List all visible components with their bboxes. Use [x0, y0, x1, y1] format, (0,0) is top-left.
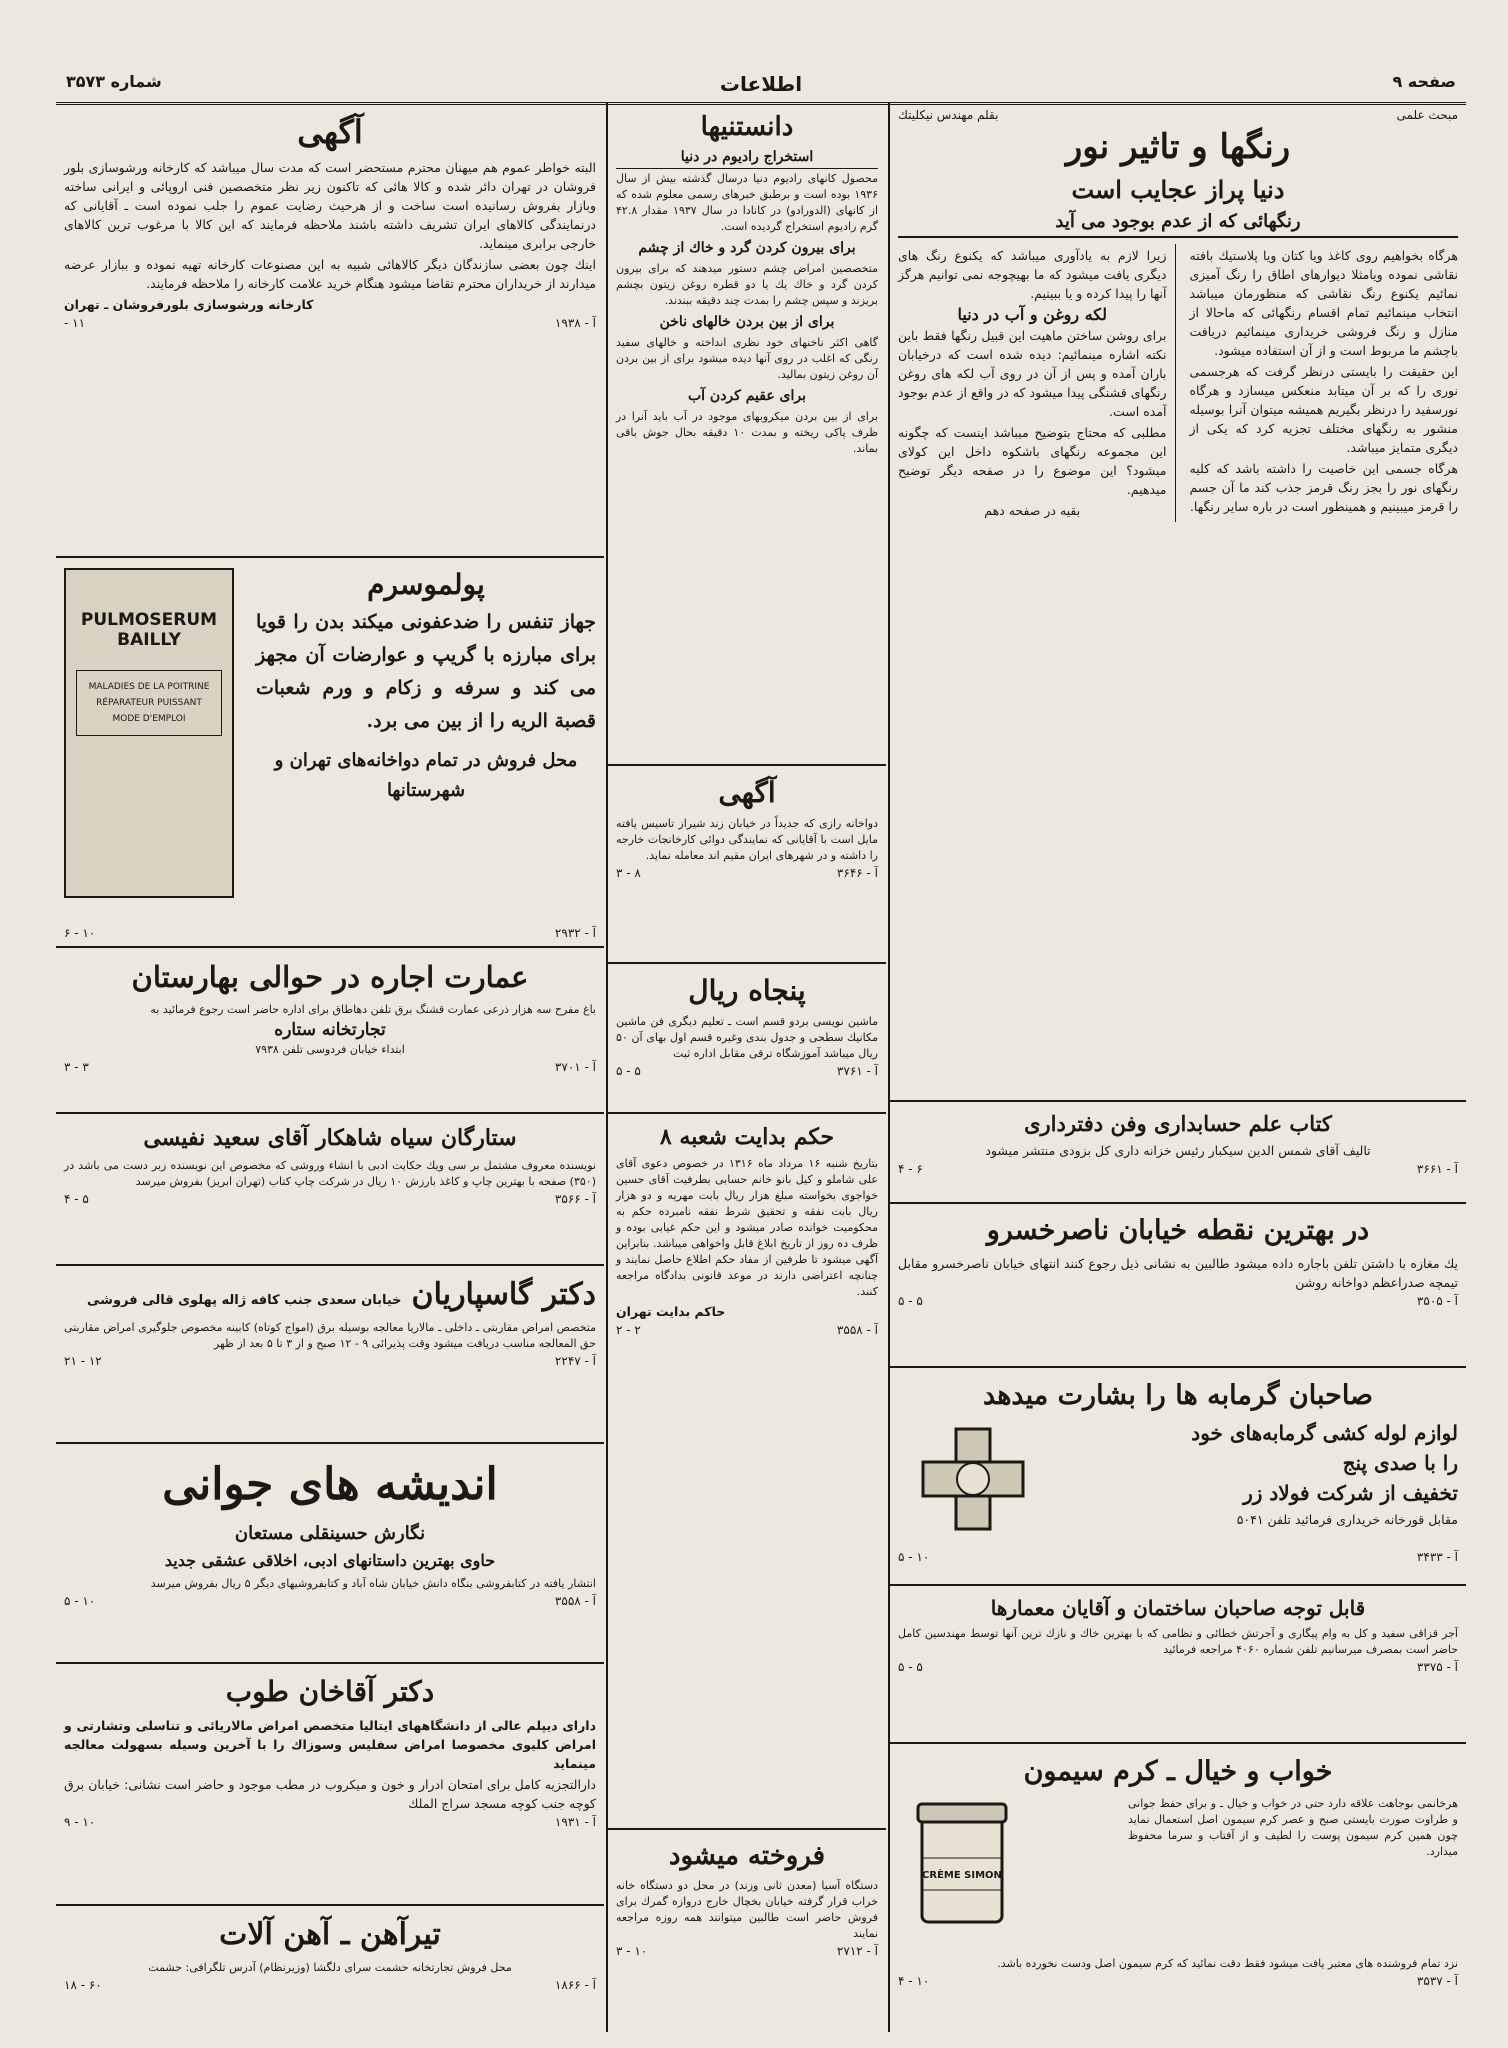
- ad-title: پنجاه ریال: [688, 974, 806, 1007]
- package-line: RÉPARATEUR PUISSANT: [96, 698, 202, 708]
- section-label: مبحث علمی: [1396, 108, 1458, 122]
- ad-title: خواب و خیال ـ کرم سیمون: [1023, 1756, 1333, 1787]
- ad-ref: ۱۰ - ۵: [898, 1550, 930, 1564]
- ad-text: دواخانه رازی که جدیداً در خیابان زند شیراز تاسیس یافته مایل است با آقایانی که نمایندگی دوائی کارخانجات خارجه را داشته و در شهرهای ایران مقیم اند معامله نماید.: [616, 817, 878, 862]
- right-column: [890, 102, 1466, 2032]
- youth-thoughts-book-ad: [56, 1444, 604, 1664]
- ad-title: قابل توجه صاحبان ساختمان و آقایان معمارها: [990, 1596, 1366, 1620]
- notice-text: البته خواطر عموم هم میهنان محترم مستحضر است که مدت سال میباشد که کارخانه ورشوسازی بلور فروشان در تهران دائر شده و کالا هائی که تاکنون زیر نظر متخصصین فنی اروپائی و ایرانی ساخته وبازار بفروش رسانیده است ساخت و از هرحیث رضایت عموم را جلب نموده است ـ آقایانی که درنمایندگی کالاهای ایران تشریف داشته باشند ملاحظه فرمایند که این کالا با مرغوب ترین کالاهای خارجی برابری مینماید.: [64, 160, 596, 251]
- naser-khosrow-ad: [890, 1204, 1466, 1368]
- ad-text: مقابل قورخانه خریداری فرمائید تلفن ۵۰۴۱: [1236, 1512, 1458, 1527]
- science-article: [890, 102, 1466, 1102]
- notice-signature: کارخانه ورشوسازی بلورفروشان ـ تهران: [64, 297, 314, 312]
- item-text: محصول کانهای رادیوم دنیا درسال گذشته بیش از سال ۱۹۳۶ بوده است و برطبق خبرهای رسمی معلوم شده که از کانهای (الدورادو) در کانادا در سال ۱۹۳۷ مقدار ۴۲.۸ گرم رادیوم استخراج گردیده است.: [616, 172, 878, 233]
- ad-ref: ۱۱ -: [64, 316, 86, 330]
- section-title: دانستنیها: [700, 112, 794, 142]
- item-text: برای از بین بردن میکروبهای موجود در آب باید آنرا در ظرف پاکی ریخته و بمدت ۱۰ دقیقه بحال جوش باقی بماند.: [616, 410, 878, 455]
- article-subtitle: دنیا پراز عجایب است: [1071, 175, 1285, 204]
- cream-jar-icon: [912, 1798, 1012, 1928]
- page-header: [56, 64, 1466, 105]
- ad-ref: آ - ۳۵۵۸: [836, 1323, 878, 1337]
- item-heading: برای بیرون کردن گرد و خاك از چشم: [638, 240, 856, 256]
- ad-title: صاحبان گرمابه ها را بشارت میدهد: [983, 1380, 1373, 1411]
- ad-text: باغ مفرح سه هزار ذرعی عمارت قشنگ برق تلفن دهاطاق برای اداره حاضر است رجوع فرمائید به: [150, 1003, 596, 1016]
- notice-text: بتاریخ شنبه ۱۶ مرداد ماه ۱۳۱۶ در خصوص دعوی آقای علی شاملو و کیل بانو خانم حسابی بطرفیت آقای حسین خواجوی بخواسته مبلغ هزار ریال بابت مهریه و دو هزار ریال بابت نفقه و تحقیق شرط نفقه نامبرده حکم به محکومیت خوانده صادر میشود و این حکم غیابی بوده و ظرف ده روز از تاریخ ابلاغ قابل واخواهی میباشد. بنابراین آگهی میشود تا طرفین از مفاد حکم اطلاع حاصل نمایند و چنانچه اعتراضی دارند در موعد قانونی بدادگاه مراجعه کنند.: [616, 1157, 879, 1298]
- ad-ref: ۵ - ۴: [64, 1192, 89, 1206]
- notice-text: اینك چون بعضی سازندگان دیگر کالاهائی شبیه به این مصنوعات کارخانه تهیه نموده و ببازار عرضه میدارند از خریداران محترم تقاضا میشود هنگام خرید علامت کارخانه را ملاحظه فرمایند.: [64, 257, 596, 291]
- ad-text: هرخانمی بوجاهت علاقه دارد حتی در خواب و خیال ـ و برای حفظ جوانی و طراوت صورت بایستی صبح و عصر کرم سیمون اصل استعمال نماید چون همین کرم سیمون پوست را لطیف و از آفتاب و سرما محفوظ میدارد.: [1128, 1797, 1458, 1858]
- package-brand: PULMOSERUM: [80, 610, 218, 630]
- ad-text: حاوی بهترین داستانهای ادبی، اخلاقی عشقی جدید: [164, 1551, 496, 1570]
- issue-number: شماره ۳۵۷۳: [66, 72, 162, 91]
- ad-ref: ۸ - ۳: [616, 866, 641, 880]
- notice-signature: حاکم بدایت تهران: [616, 1304, 726, 1319]
- page-number: صفحه ۹: [1392, 72, 1456, 91]
- ad-title: دکتر آقاخان طوب: [225, 1675, 435, 1708]
- cream-jar-brand: CRÈME SIMON: [922, 1870, 1002, 1881]
- ad-text: لوازم لوله کشی گرمابه‌های خود را با صدی پنج: [1191, 1421, 1458, 1475]
- item-text: متخصصین امراض چشم دستور میدهند که برای بیرون کردن گرد و خاك یك یا دو قطره روغن زیتون بچشم بریزند و سپس چشم را بمدت چند دقیقه ببندند.: [616, 262, 878, 307]
- knowledge-section: [608, 102, 886, 766]
- item-heading: برای عقیم کردن آب: [687, 388, 807, 404]
- ad-subtitle: تجارتخانه ستاره: [274, 1020, 386, 1040]
- black-stars-book-ad: [56, 1114, 604, 1266]
- article-paragraph: این حقیقت را بایستی درنظر گرفت که هرجسمی نوری را که بر آن میتابد منعکس میسازد و هرگاه نورسفید را درنظر بگیریم همیشه میتوان آنرا بوسیله منشور به رنگهای مختلف تجزیه کرد که یکی از دیگری متمایز میباشد.: [1189, 364, 1458, 455]
- ad-text: محل فروش در تمام دواخانه‌های تهران و شهرستانها: [274, 750, 578, 801]
- article-subheading: لکه روغن و آب در دنیا: [957, 305, 1107, 324]
- ad-text: دارالتجزیه کامل برای امتحان ادرار و خون و میکروب در مطب موجود و حاضر است نشانی: خیابان برق کوچه جنب کوچه مسجد سراج الملك: [64, 1777, 596, 1811]
- ad-ref: ۱۰ - ۳: [616, 1944, 648, 1958]
- ad-ref: ۲ - ۲: [616, 1323, 641, 1337]
- item-heading: برای از بین بردن خالهای ناخن: [659, 314, 835, 330]
- for-sale-ad: [608, 1830, 886, 2030]
- ad-ref: آ - ۳۶۶۱: [1416, 1162, 1458, 1176]
- ad-ref: ۶۰ - ۱۸: [64, 1978, 102, 1992]
- article-title: رنگها و تاثیر نور: [1065, 127, 1291, 167]
- baharestan-rental-ad: [56, 948, 604, 1114]
- simon-cream-ad: [890, 1744, 1466, 2030]
- ad-ref: ۱۲ - ۲۱: [64, 1354, 102, 1368]
- ad-author: نگارش حسینقلی مستعان: [234, 1523, 426, 1544]
- accounting-book-ad: [890, 1102, 1466, 1204]
- notice-title: حکم بدایت شعبه ۸: [659, 1124, 835, 1150]
- ad-title: آگهی: [718, 776, 776, 809]
- ad-ref: ۱۰ - ۶: [64, 926, 96, 940]
- ad-text: آجر قزاقی سفید و کل به وام پیگاری و آجرتش خطائی و نظامی که با بهترین خاك و نازك ترین آنها توسط مهندسین کامل حاضر است بمصرف میرسانیم تلفن شماره ۴۰۶۰ مراجعه فرمائید: [898, 1627, 1458, 1656]
- article-paragraph: هرگاه بخواهیم روی کاغذ ویا کتان ویا پلاستیك بافته نقاشی نموده ویامثلا دیوارهای اطاق را رنگ آمیزی نمائیم یکنوع رنگ نقاشی که منظورمان میباشد انتخاب مینمائیم تمام اقسام رنگهائی که ماحالا از منازل و رنگ فروشی خریداری مینمائیم دریافت باچشم ما مربوط است و از آن استفاده میشود.: [1189, 248, 1458, 358]
- dr-aghakhan-ad: [56, 1664, 604, 1906]
- pipe-fitting-icon: [918, 1424, 1028, 1534]
- middle-column: [608, 102, 886, 2032]
- ad-ref: ۶ - ۴: [898, 1162, 923, 1176]
- ad-ref: آ - ۳۷۰۱: [554, 1060, 596, 1074]
- ad-text: انتشار یافته در کتابفروشی بنگاه دانش خیابان شاه آباد و کتابفروشیهای دیگر ۵ ریال بفروش میرسد: [150, 1577, 596, 1590]
- ad-ref: آ - ۳۵۵۸: [554, 1594, 596, 1608]
- ad-ref: آ - ۳۳۷۵: [1416, 1660, 1458, 1674]
- ad-title: تیرآهن ـ آهن آلات: [219, 1917, 441, 1952]
- court-ruling-notice: [608, 1114, 886, 1830]
- ad-ref: ۱۰ - ۴: [898, 1974, 930, 1988]
- article-paragraph: برای روشن ساختن ماهیت این قبیل رنگها فقط باین نکته اشاره مینمائیم: دیده شده است که درخیابان باران آمده و پس از آن در روی آب لکه های روغن رنگهای قشنگی پیدا میشود که در واقع از عدم بوجود آمده است.: [898, 328, 1167, 419]
- ad-text: تالیف آقای شمس الدین سیکبار رئیس خزانه داری کل بزودی منتشر میشود: [985, 1143, 1371, 1158]
- ad-title: کتاب علم حسابداری وفن دفترداری: [1024, 1111, 1332, 1136]
- ad-text: ماشین نویسی بردو قسم است ـ تعلیم دیگری فن ماشین مکانیك سطحی و جدول بندی وغیره قسم اول بهای آن ۵۰ ریال میباشد آموزشگاه ترقی مقابل اداره ثبت: [616, 1015, 878, 1060]
- ad-ref: آ - ۱۸۶۶: [554, 1978, 596, 1992]
- ad-ref: آ - ۳۷۶۱: [836, 1064, 878, 1078]
- ad-ref: ۵ - ۵: [898, 1660, 923, 1674]
- ad-ref: آ - ۳۵۳۷: [1416, 1974, 1458, 1988]
- ad-title: پولموسرم: [367, 568, 485, 601]
- ad-title: عمارت اجاره در حوالی بهارستان: [131, 960, 529, 994]
- ad-title: ستارگان سیاه شاهکار آقای سعید نفیسی: [143, 1125, 517, 1151]
- article-subtitle-2: رنگهائی که از عدم بوجود می آید: [898, 208, 1458, 238]
- article-paragraph: هرگاه جسمی این خاصیت را داشته باشد که کلیه رنگهای نور را بجز رنگ قرمز جذب کند ما آن جسم را قرمز میبینیم و همینطور است در باره سایر رنگها.: [1189, 461, 1458, 514]
- ad-title: در بهترین نقطه خیابان ناصرخسرو: [986, 1215, 1370, 1246]
- ad-title: دکتر گاسپاریان: [411, 1277, 596, 1312]
- ad-title: فروخته میشود: [668, 1841, 826, 1871]
- bathhouse-ad: [890, 1368, 1466, 1586]
- item-text: گاهی اکثر ناخنهای خود نظری انداخته و خالهای سفید رنگی که اغلب در روی آنها دیده میشود برای از بین بردن آن روغن زیتون بمالید.: [616, 336, 878, 381]
- ad-ref: آ - ۱۹۳۱: [554, 1815, 596, 1829]
- package-maker: BAILLY: [117, 630, 181, 650]
- continued-note: بقیه در صفحه دهم: [984, 503, 1081, 518]
- ad-address: خیابان سعدی جنب کافه ژاله پهلوی قالی فروشی: [87, 1293, 402, 1308]
- article-paragraph: مطلبی که محتاج بتوضیح میباشد اینست که چگونه این مجموعه رنگهای باشکوه داخل این کولای میشود؟ این موضوع را در صفحه دیگر توضیح میدهیم.: [898, 425, 1167, 497]
- ad-ref: آ - ۳۴۳۳: [1416, 1550, 1458, 1564]
- ad-ref: آ - ۲۲۴۷: [554, 1354, 596, 1368]
- pulmoserum-package-image: [64, 568, 234, 898]
- ad-text: تخفیف از شرکت فولاد زر: [1243, 1481, 1458, 1505]
- ad-ref: ۳ - ۳: [64, 1060, 89, 1074]
- glassworks-notice: [56, 102, 604, 558]
- left-column: [56, 102, 604, 2032]
- ad-ref: ۵ - ۵: [616, 1064, 641, 1078]
- ad-text: محل فروش تجارتخانه حشمت سرای دلگشا (وزیرنظام) آدرس تلگرافی: حشمت: [148, 1961, 512, 1974]
- dr-gasparian-ad: [56, 1266, 604, 1444]
- ad-ref: ۱۰ - ۹: [64, 1815, 96, 1829]
- ad-ref: آ - ۳۶۴۶: [836, 866, 878, 880]
- byline: بقلم مهندس نیکلیتك: [898, 108, 999, 122]
- ad-text: متخصص امراض مقاربتی ـ داخلی ـ مالاریا معالجه بوسیله برق (امواج کوتاه) کابینه مخصوص جلوگیری امراض مقاربتی حق المعالجه مناسب دریافت میشود وقت پذیرائی ۹ - ۱۲ صبح و از ۳ تا ۵ بعد از ظهر: [64, 1321, 596, 1350]
- article-paragraph: زیرا لازم به یادآوری میباشد که یکنوع رنگ های دیگری یافت میشود که ما بهیچوجه نمی توانیم هرگز آنها را پیدا کرده و یا ببینیم.: [898, 248, 1167, 301]
- pulmoserum-ad: [56, 558, 604, 948]
- ad-text: نزد تمام فروشنده های معتبر یافت میشود فقط دقت نمائید که کرم سیمون اصل ودست نخورده باشد.: [997, 1957, 1458, 1970]
- typing-class-ad: [608, 964, 886, 1114]
- ad-text: جهاز تنفس را ضدعفونی میکند بدن را قویا برای مبارزه با گریپ و عوارضات آن مجهز می کند و سرفه و زکام و ورم شعبات قصبة الریه را از بین می برد.: [256, 611, 596, 732]
- ad-ref: آ - ۲۹۳۲: [554, 926, 596, 940]
- ad-text: دستگاه آسیا (معدن ثانی وزند) در محل دو دستگاه خانه خراب قرار گرفته خیابان بخچال خارج دروازه گمرك برای فروش حاضر است طالبین میتوانند همه روزه مراجعه نمایند: [616, 1879, 878, 1940]
- package-line: MODE D'EMPLOI: [112, 714, 186, 724]
- ad-text: دارای دیپلم عالی از دانشگاههای ایتالیا متخصص امراض مالاریائی و تناسلی وتشارتی و امراض کلیوی مخصوصا امراض سفلیس وسوزاك را با آخرین وسیله بسهولت معالجه مینماید: [64, 1718, 596, 1771]
- notice-title: آگهی: [297, 113, 363, 151]
- ad-ref: ۵ - ۵: [898, 1294, 923, 1308]
- ad-text: ابتداء خیابان فردوسی تلفن ۷۹۳۸: [255, 1043, 405, 1056]
- newspaper-name: اطلاعات: [719, 72, 803, 96]
- ad-ref: آ - ۳۵۰۵: [1416, 1294, 1458, 1308]
- ad-ref: ۱۰ - ۵: [64, 1594, 96, 1608]
- ad-title: اندیشه های جوانی: [162, 1459, 498, 1510]
- package-line: MALADIES DE LA POITRINE: [88, 682, 210, 692]
- ad-ref: آ - ۳۵۶۶: [554, 1192, 596, 1206]
- ad-text: یك مغازه با داشتن تلفن باجاره داده میشود طالبین به نشانی ذیل رجوع کنند انتهای خیابان ناصرخسرو مقابل تیمچه صدراعظم دواخانه روشن: [898, 1256, 1458, 1290]
- item-heading: استخراج رادیوم در دنیا: [616, 146, 878, 169]
- razi-pharmacy-ad: [608, 766, 886, 964]
- builders-ad: [890, 1586, 1466, 1744]
- ad-ref: آ - ۱۹۳۸: [554, 316, 596, 330]
- ad-text: نویسنده معروف مشتمل بر سی ویك حکایت ادبی با انشاء وروشی که مخصوص این نویسنده زبر دست می باشد در (۳۵۰) صفحه با بهترین چاپ و کاغذ بارزش ۱۰ ریال در شرکت چاپ کتاب (تهران ابریز) بفروش میرسد: [64, 1159, 596, 1188]
- ad-ref: آ - ۲۷۱۲: [836, 1944, 878, 1958]
- iron-beams-ad: [56, 1906, 604, 2030]
